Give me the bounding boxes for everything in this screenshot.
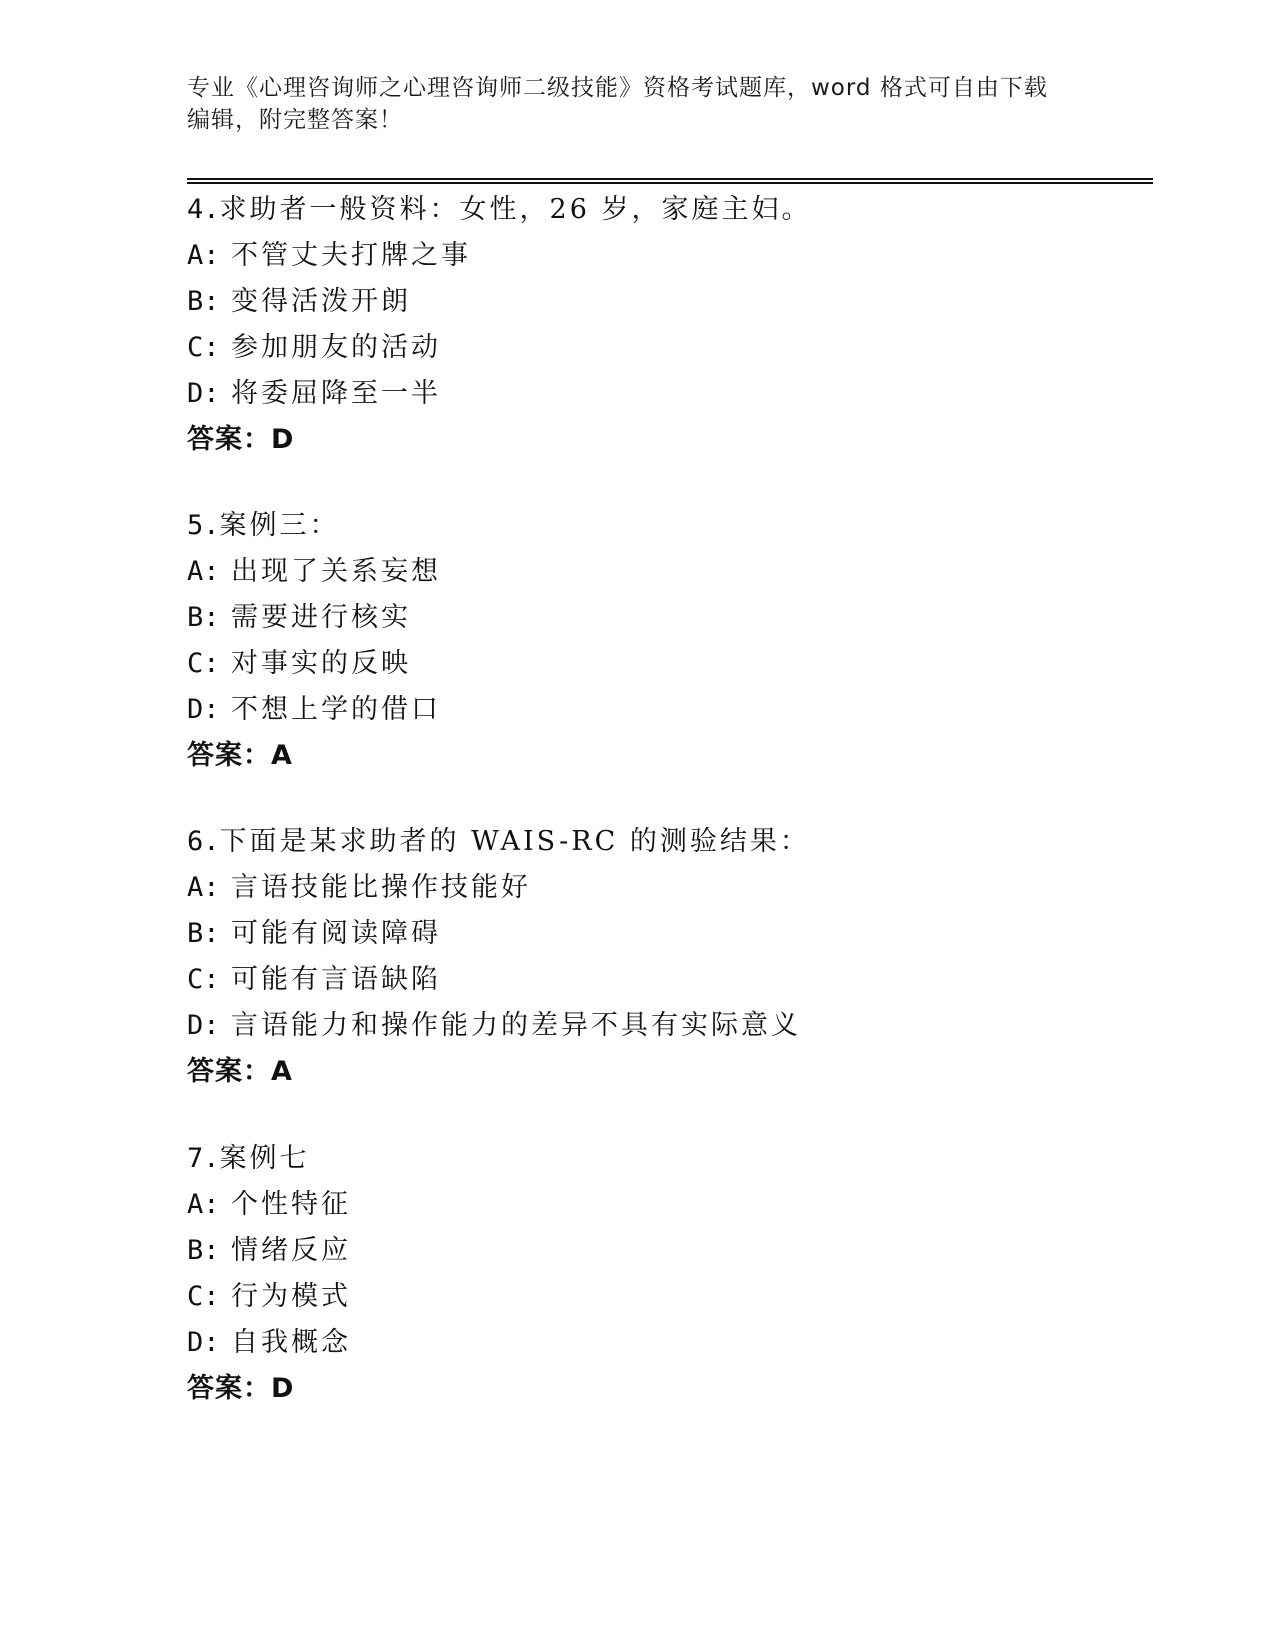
option-letter: C: [187, 648, 220, 679]
option-text: 不想上学的借口 [231, 694, 441, 725]
option-b [187, 279, 811, 325]
question-stem [187, 187, 811, 233]
question-text: 案例三： [219, 510, 340, 541]
option-d [187, 371, 811, 417]
option-letter: D: [187, 694, 220, 725]
question-6 [187, 819, 810, 1095]
header-divider-top [187, 178, 1153, 180]
document-header [187, 72, 1067, 136]
option-c [187, 325, 811, 371]
option-b [187, 595, 441, 641]
option-text: 个性特征 [231, 1189, 351, 1220]
option-c [187, 1274, 351, 1320]
option-text: 情绪反应 [231, 1235, 351, 1266]
question-text: 求助者一般资料：女性，26 岁，家庭主妇。 [219, 194, 812, 225]
option-letter: C: [187, 332, 220, 363]
question-number: 7. [187, 1143, 220, 1174]
option-d [187, 1320, 351, 1366]
header-line-1: 专业《心理咨询师之心理咨询师二级技能》资格考试题库，word 格式可自由下载 [187, 75, 1048, 101]
option-a [187, 233, 811, 279]
option-letter: B: [187, 602, 220, 633]
answer-label: 答案：A [187, 740, 293, 771]
option-letter: A: [187, 556, 220, 587]
option-text: 出现了关系妄想 [231, 556, 441, 587]
answer-label: 答案：A [187, 1056, 293, 1087]
option-text: 可能有阅读障碍 [231, 918, 441, 949]
option-text: 言语技能比操作技能好 [231, 872, 531, 903]
question-5 [187, 503, 441, 779]
question-number: 6. [187, 826, 220, 857]
option-letter: B: [187, 1235, 220, 1266]
option-b [187, 911, 810, 957]
option-letter: C: [187, 1281, 220, 1312]
option-text: 自我概念 [231, 1327, 351, 1358]
question-7 [187, 1136, 351, 1412]
option-text: 对事实的反映 [231, 648, 411, 679]
question-stem [187, 503, 441, 549]
option-text: 可能有言语缺陷 [231, 964, 441, 995]
option-text: 言语能力和操作能力的差异不具有实际意义 [231, 1010, 801, 1041]
option-letter: A: [187, 872, 220, 903]
question-stem [187, 819, 810, 865]
option-text: 将委屈降至一半 [231, 378, 441, 409]
option-a [187, 865, 810, 911]
question-number: 4. [187, 194, 220, 225]
option-a [187, 549, 441, 595]
question-4 [187, 187, 811, 463]
option-letter: C: [187, 964, 220, 995]
question-stem [187, 1136, 351, 1182]
option-letter: D: [187, 1327, 220, 1358]
question-number: 5. [187, 510, 220, 541]
option-d [187, 1003, 810, 1049]
header-line-2: 编辑，附完整答案！ [187, 107, 403, 133]
option-letter: A: [187, 1189, 220, 1220]
option-letter: B: [187, 286, 220, 317]
question-text: 下面是某求助者的 WAIS-RC 的测验结果： [219, 826, 810, 857]
option-d [187, 687, 441, 733]
option-c [187, 641, 441, 687]
answer-label: 答案：D [187, 424, 295, 455]
option-text: 参加朋友的活动 [231, 332, 441, 363]
option-letter: D: [187, 378, 220, 409]
option-a [187, 1182, 351, 1228]
option-c [187, 957, 810, 1003]
option-letter: A: [187, 240, 220, 271]
answer-label: 答案：D [187, 1373, 295, 1404]
option-text: 不管丈夫打牌之事 [231, 240, 471, 271]
question-text: 案例七 [219, 1143, 310, 1174]
option-b [187, 1228, 351, 1274]
header-divider-bottom [187, 182, 1153, 184]
option-text: 行为模式 [231, 1281, 351, 1312]
option-letter: D: [187, 1010, 220, 1041]
option-text: 需要进行核实 [231, 602, 411, 633]
option-letter: B: [187, 918, 220, 949]
option-text: 变得活泼开朗 [231, 286, 411, 317]
